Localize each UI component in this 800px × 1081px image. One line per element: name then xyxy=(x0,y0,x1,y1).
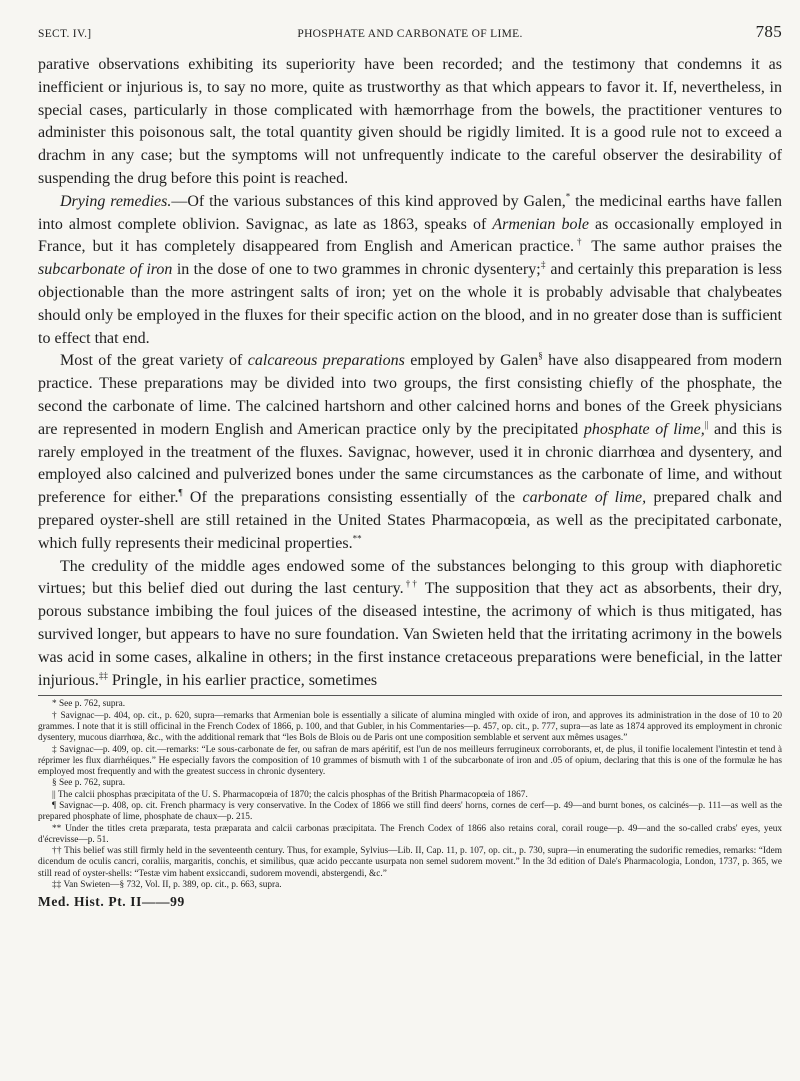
section-label: SECT. IV.] xyxy=(38,28,92,40)
page-number: 785 xyxy=(755,22,782,41)
footnote: * See p. 762, supra. xyxy=(52,699,126,710)
paragraph: Most of the great variety of calcareous preparations employed by Galen§ have also disappeared from modern practice. These preparations may be divided into two groups, the first consisting chiefly of the phosphate, the second the carbonate of lime. The calcined hartshorn and other calcined horns and bones of the Greek physicians are represented in modern English and American practice only by the precipitated phosphate of lime,|| and this is rarely employed in the treatment of the fluxes. Savignac, however, used it in chronic diarrhœa and dysentery, and employed also calcined and pulverized bones under the same circumstances as the carbonate of lime, and without preference for either.¶ Of the preparations consisting essentially of the carbonate of lime, prepared chalk and prepared oyster-shell are still retained in the United States Pharmacopœia, as well as the precipitated carbonate, which fully represents their medicinal properties.** xyxy=(38,351,783,552)
footnote-marker[interactable]: ‡‡ xyxy=(98,670,108,681)
footnote-marker[interactable]: ‡ xyxy=(540,259,546,270)
signature-mark: Med. Hist. Pt. II——99 xyxy=(38,894,185,910)
paragraph: Drying remedies.—Of the various substances of this kind approved by Galen,* the medicinal earths have fallen into almost complete oblivion. Savignac, as late as 1863, speaks of Armenian bole as occasionally employed in France, but it has completely disappeared from English and American practice.† The same author praises the subcarbonate of iron in the dose of one to two grammes in chronic dysentery;‡ and certainly this preparation is less objectionable than the more astringent salts of iron; yet on the whole it is probably advisable that chalybeates should only be employed in the fluxes for their specific action on the blood, and in no greater dose than is sufficient to effect that end. xyxy=(38,191,783,347)
paragraph: parative observations exhibiting its superiority have been recorded; and the testimony that condemns it as inefficient or injurious is, to say no more, quite as trustworthy as that which appears to favor it. If, nevertheless, in special cases, particularly in those complicated with hæmorrhage from the bowels, the practitioner ventures to administer this poisonous salt, the total quantity given should be rigidly limited. It is a good rule not to exceed a drachm in any case; but the symptoms will not unfrequently indicate to the careful observer the desirability of suspending the drug before this point is reached. xyxy=(38,56,782,187)
footnote-marker[interactable]: § xyxy=(538,351,543,362)
footnote-marker[interactable]: * xyxy=(565,191,571,202)
footnote: ¶ Savignac—p. 408, op. cit. French pharmacy is very conservative. In the Codex of 1866 we still find deers' horns, cornes de cerf—p. 49—and burnt bones, os calcinés—p. 111—as well as the prepared phosphate of lime, phosphate de chaux—p. 215. xyxy=(38,800,782,823)
footnote: || The calcii phosphas præcipitata of the U. S. Pharmacopœia of 1870; the calcis phosphas of the British Pharmacopœia of 1867. xyxy=(52,789,528,800)
paragraph: The credulity of the middle ages endowed some of the substances belonging to this group with diaphoretic virtues; but this belief died out during the last century.†† The supposition that they act as absorbents, their dry, porous substance imbibing the foul juices of the diseased intestine, the acrimony of which is thus mitigated, has survived longer, but appears to have no sure foundation. Van Swieten held that the irritating acrimony in the bowels was acid in some cases, alkaline in others; in the first instance cretaceous preparations were beneficial, in the latter injurious.‡‡ Pringle, in his earlier practice, sometimes xyxy=(38,557,783,689)
footnote: ‡ Savignac—p. 409, op. cit.—remarks: “Le sous-carbonate de fer, ou safran de mars apéritif, est l'un de nos meilleurs ferrugineux corroborants, et, de plus, il tonifie localement l'intestin et tend à réprimer les flux diarrhéiques.” He especially favors the composition of 10 grammes of bismuth with 1 of the subcarbonate of iron and .05 of opium, declaring that this is one of the formulæ he has employed most frequently and with the greatest success in chronic dysentery. xyxy=(38,744,782,778)
footnote: † Savignac—p. 404, op. cit., p. 620, supra—remarks that Armenian bole is essentially a silicate of alumina mingled with oxide of iron, and approves its administration in the dose of 10 to 20 grammes. I note that it is still officinal in the French Codex of 1866, p. 100, and that Gubler, in his Commentaries—p. 457, op. cit., p. 777, supra—as late as 1874 approved its employment in chronic dysentery, mucous diarrhœa, &c., with the additional remark that “les Bols de Blois ou de Paris ont une composition semblable et servent aux mêmes usages.” xyxy=(38,710,782,744)
footnote-marker[interactable]: † xyxy=(573,237,585,248)
footnote-marker[interactable]: ** xyxy=(352,533,362,544)
footnote: ** Under the titles creta præparata, testa præparata and calcii carbonas præcipitata. The French Codex of 1866 also retains coral, corail rouge—p. 49—and the so-called crabs' eyes, yeux d'écrevisse—p. 51. xyxy=(38,823,782,845)
running-header xyxy=(38,22,782,44)
footnote-marker[interactable]: || xyxy=(704,419,709,430)
footnotes xyxy=(38,699,782,891)
footnote: †† This belief was still firmly held in the seventeenth century. Thus, for example, Sylvius—Lib. II, Cap. 11, p. 107, op. cit., p. 730, supra—in enumerating the sudorific remedies, remarks: “Idem dicendum de oculis cancri, coraliis, margaritis, conchis, et similibus, quæ acido peccante usurpata non semel sudorem movent.” In the 3d edition of Dale's Pharmacologia, London, 1737, p. 365, we still read of oyster-shells: “Testæ vim habent exsiccandi, sudorem movendi, abstergendi, &c.” xyxy=(38,846,782,879)
run-in-heading: Drying remedies. xyxy=(60,192,172,210)
footnote-divider xyxy=(38,695,782,696)
footnote-marker[interactable]: †† xyxy=(403,579,419,589)
running-title: PHOSPHATE AND CARBONATE OF LIME. xyxy=(297,28,523,40)
footnote: § See p. 762, supra. xyxy=(52,778,126,789)
page xyxy=(38,22,782,910)
footnote: ‡‡ Van Swieten—§ 732, Vol. II, p. 389, op. cit., p. 663, supra. xyxy=(52,880,282,891)
footnote-marker[interactable]: ¶ xyxy=(178,487,183,498)
main-text xyxy=(38,54,782,692)
